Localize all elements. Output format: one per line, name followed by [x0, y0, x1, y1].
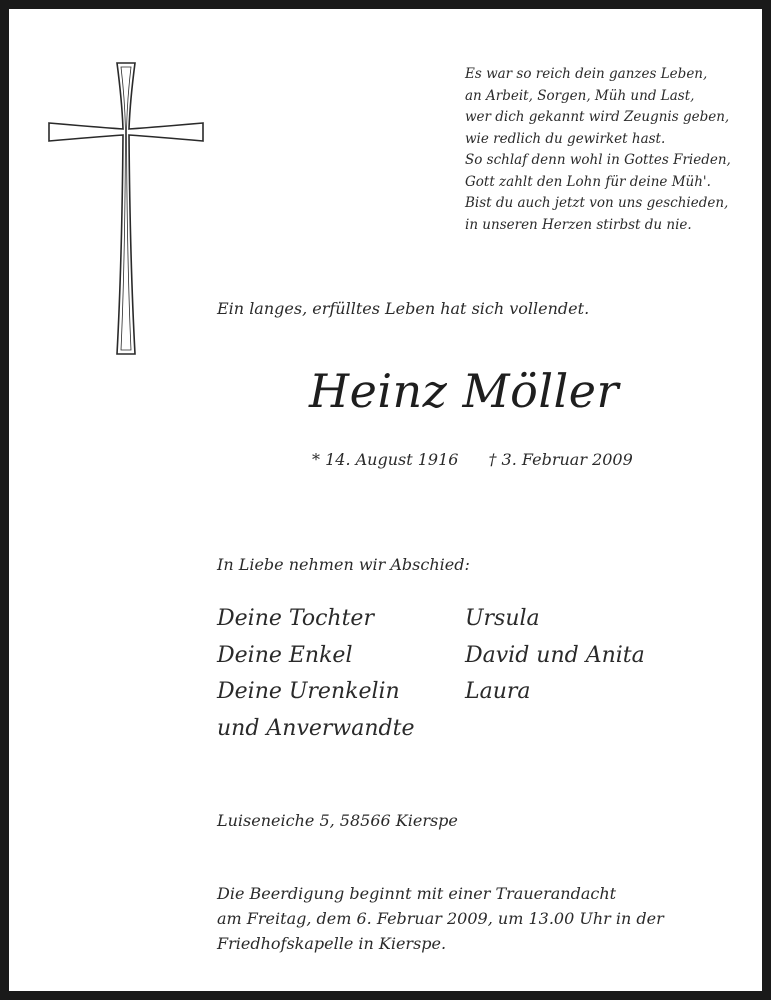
mourners-list — [217, 601, 645, 747]
mourner-names: David und Anita — [465, 642, 645, 668]
mourner-row — [217, 638, 645, 675]
mourner-names: Ursula — [465, 606, 540, 631]
mourner-names: Laura — [465, 679, 531, 704]
poem-line: Es war so reich dein ganzes Leben, — [465, 66, 708, 82]
funeral-notice — [217, 881, 664, 956]
mourner-relation: und Anverwandte — [217, 715, 415, 741]
mourner-row — [217, 711, 645, 748]
birth-date: * 14. August 1916 — [312, 450, 459, 469]
intro-text: Ein langes, erfülltes Leben hat sich vollendet. — [217, 299, 590, 318]
mourner-row — [217, 674, 645, 711]
mourner-relation: Deine Enkel — [217, 642, 353, 668]
poem-line: wer dich gekannt wird Zeugnis geben, — [465, 109, 730, 125]
poem-line: Bist du auch jetzt von uns geschieden, — [465, 195, 729, 211]
funeral-line: Die Beerdigung beginnt mit einer Trauerandacht — [217, 884, 617, 903]
poem — [465, 64, 765, 236]
mourner-row — [217, 601, 645, 638]
mourner-relation: Deine Urenkelin — [217, 679, 400, 704]
farewell-text: In Liebe nehmen wir Abschied: — [217, 555, 470, 574]
death-date: † 3. Februar 2009 — [488, 450, 633, 469]
poem-line: wie redlich du gewirket hast. — [465, 130, 666, 147]
life-dates — [312, 450, 633, 469]
poem-line: So schlaf denn wohl in Gottes Frieden, — [465, 152, 731, 168]
poem-line: in unseren Herzen stirbst du nie. — [465, 216, 692, 233]
mourner-relation: Deine Tochter — [217, 606, 374, 631]
funeral-line: Friedhofskapelle in Kierspe. — [217, 934, 447, 953]
address: Luiseneiche 5, 58566 Kierspe — [217, 811, 458, 830]
poem-line: an Arbeit, Sorgen, Müh und Last, — [465, 87, 695, 104]
funeral-line: am Freitag, dem 6. Februar 2009, um 13.00 Uhr in der — [217, 909, 664, 928]
poem-line: Gott zahlt den Lohn für deine Müh'. — [465, 173, 711, 190]
deceased-name: Heinz Möller — [309, 364, 619, 418]
cross-icon — [47, 61, 207, 357]
